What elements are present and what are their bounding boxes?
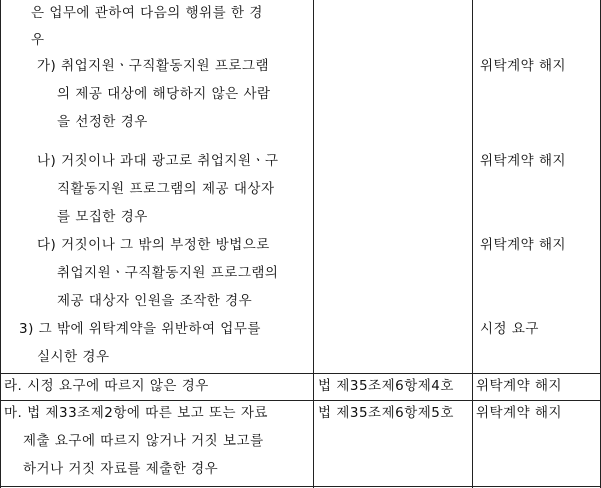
row-text: 우 [31,32,45,48]
row-text: 3) 그 밖에 위탁계약을 위반하여 업무를 [19,321,261,337]
penalty-text: 위탁계약 해지 [476,405,563,421]
row-text: 하거나 거짓 자료를 제출한 경우 [23,461,219,477]
table-border-left [0,0,1,488]
column-divider-penalty [472,0,473,488]
penalty-text: 위탁계약 해지 [480,58,567,74]
penalty-text: 위탁계약 해지 [476,378,563,394]
row-text: 직활동지원 프로그램의 제공 대상자 [57,181,275,197]
row-text: 은 업무에 관하여 다음의 행위를 한 경 [31,5,263,21]
law-text: 법 제35조제6항제4호 [318,378,454,394]
row-divider-ma [0,400,601,401]
row-text: 실시한 경우 [37,349,110,365]
row-text: 라. 시정 요구에 따르지 않은 경우 [4,378,209,394]
row-text: 가) 취업지원ㆍ구직활동지원 프로그램 [37,58,270,74]
row-text: 취업지원ㆍ구직활동지원 프로그램의 [57,265,279,281]
penalty-text: 시정 요구 [480,321,539,337]
row-text: 제공 대상자 인원을 조작한 경우 [57,293,253,309]
table-border-bottom [0,486,601,487]
law-text: 법 제35조제6항제5호 [318,405,454,421]
row-text: 마. 법 제33조제2항에 따른 보고 또는 자료 [4,405,268,421]
row-text: 나) 거짓이나 과대 광고로 취업지원ㆍ구 [37,153,279,169]
row-text: 를 모집한 경우 [57,209,148,225]
column-divider-law [313,0,314,488]
penalty-text: 위탁계약 해지 [480,153,567,169]
row-divider-ra [0,373,601,374]
row-text: 다) 거짓이나 그 밖의 부정한 방법으로 [37,237,270,253]
row-text: 을 선정한 경우 [57,114,148,130]
row-text: 제출 요구에 따르지 않거나 거짓 보고를 [23,433,264,449]
penalty-text: 위탁계약 해지 [480,237,567,253]
row-text: 의 제공 대상에 해당하지 않은 사람 [57,86,271,102]
